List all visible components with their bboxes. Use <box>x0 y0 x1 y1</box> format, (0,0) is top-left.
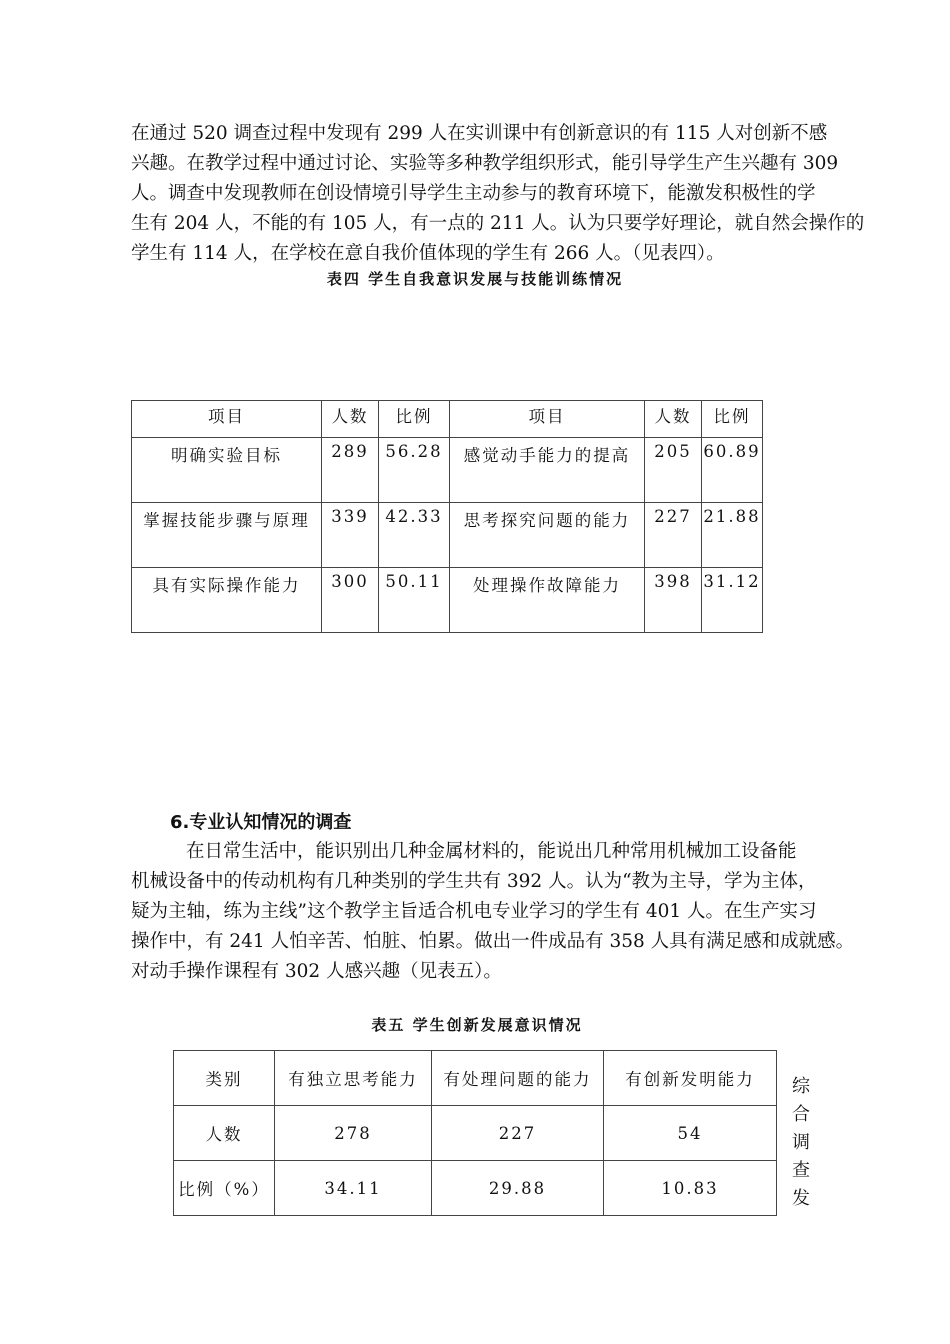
table-row <box>174 1161 777 1216</box>
paragraph-line: 生有 204 人，不能的有 105 人，有一点的 211 人。认为只要学好理论，就自然会操作的 <box>131 213 865 234</box>
table-cell: 34.11 <box>275 1161 432 1216</box>
table-cell: 227 <box>432 1106 604 1161</box>
table-cell: 处理操作故障能力 <box>450 568 645 633</box>
table-cell: 60.89 <box>702 438 763 503</box>
table-cell: 具有实际操作能力 <box>132 568 322 633</box>
section-heading: 6.专业认知情况的调查 <box>170 812 352 833</box>
table-cell: 10.83 <box>604 1161 777 1216</box>
paragraph-line: 学生有 114 人，在学校在意自我价值体现的学生有 266 人。（见表四）。 <box>131 243 725 264</box>
table-row <box>132 568 763 633</box>
header-cell: 项目 <box>132 401 322 438</box>
side-char: 查 <box>792 1160 810 1181</box>
paragraph-line: 在通过 520 调查过程中发现有 299 人在实训课中有创新意识的有 115 人对创新不感 <box>131 123 828 144</box>
side-vertical-text <box>790 1073 812 1213</box>
paragraph-line: 疑为主轴，练为主线”这个教学主旨适合机电专业学习的学生有 401 人。在生产实习 <box>131 901 817 922</box>
header-cell: 有独立思考能力 <box>275 1051 432 1106</box>
table-cell: 54 <box>604 1106 777 1161</box>
table5-innovation-awareness <box>173 1050 777 1216</box>
table-cell: 掌握技能步骤与原理 <box>132 503 322 568</box>
table-cell: 比例（%） <box>174 1161 275 1216</box>
table-cell: 思考探究问题的能力 <box>450 503 645 568</box>
header-cell: 有创新发明能力 <box>604 1051 777 1106</box>
table-cell: 398 <box>645 568 702 633</box>
side-char: 综 <box>792 1076 810 1097</box>
table-cell: 感觉动手能力的提高 <box>450 438 645 503</box>
table-cell: 31.12 <box>702 568 763 633</box>
header-cell: 比例 <box>702 401 763 438</box>
table-cell: 人数 <box>174 1106 275 1161</box>
table-cell: 339 <box>322 503 379 568</box>
table-header-row <box>174 1051 777 1106</box>
section6-paragraph <box>131 837 855 987</box>
table-cell: 42.33 <box>379 503 450 568</box>
table-cell: 278 <box>275 1106 432 1161</box>
table4-caption: 表四 学生自我意识发展与技能训练情况 <box>326 270 624 288</box>
table-cell: 明确实验目标 <box>132 438 322 503</box>
table-cell: 50.11 <box>379 568 450 633</box>
paragraph-line: 兴趣。在教学过程中通过讨论、实验等多种教学组织形式，能引导学生产生兴趣有 309 <box>131 153 839 174</box>
paragraph-line: 操作中，有 241 人怕辛苦、怕脏、怕累。做出一件成品有 358 人具有满足感和成就感。 <box>131 931 855 952</box>
table5-caption: 表五 学生创新发展意识情况 <box>371 1016 583 1034</box>
header-cell: 人数 <box>322 401 379 438</box>
header-cell: 人数 <box>645 401 702 438</box>
table-row <box>132 503 763 568</box>
header-cell: 项目 <box>450 401 645 438</box>
paragraph-line: 人。调查中发现教师在创设情境引导学生主动参与的教育环境下，能激发积极性的学 <box>131 183 816 204</box>
paragraph-line: 对动手操作课程有 302 人感兴趣（见表五）。 <box>131 961 502 982</box>
table-cell: 227 <box>645 503 702 568</box>
table-cell: 21.88 <box>702 503 763 568</box>
table-cell: 300 <box>322 568 379 633</box>
side-char: 合 <box>792 1104 810 1125</box>
header-cell: 类别 <box>174 1051 275 1106</box>
table-cell: 29.88 <box>432 1161 604 1216</box>
table4-self-awareness-skills <box>131 400 763 633</box>
table-row <box>132 438 763 503</box>
header-cell: 有处理问题的能力 <box>432 1051 604 1106</box>
table-header-row <box>132 401 763 438</box>
intro-paragraph <box>131 119 865 269</box>
side-char: 调 <box>792 1132 810 1153</box>
table-cell: 205 <box>645 438 702 503</box>
table-cell: 289 <box>322 438 379 503</box>
table-row <box>174 1106 777 1161</box>
table-cell: 56.28 <box>379 438 450 503</box>
paragraph-line: 在日常生活中，能识别出几种金属材料的，能说出几种常用机械加工设备能 <box>186 841 797 862</box>
header-cell: 比例 <box>379 401 450 438</box>
side-char: 发 <box>792 1188 810 1209</box>
paragraph-line: 机械设备中的传动机构有几种类别的学生共有 392 人。认为“教为主导，学为主体， <box>131 871 817 892</box>
